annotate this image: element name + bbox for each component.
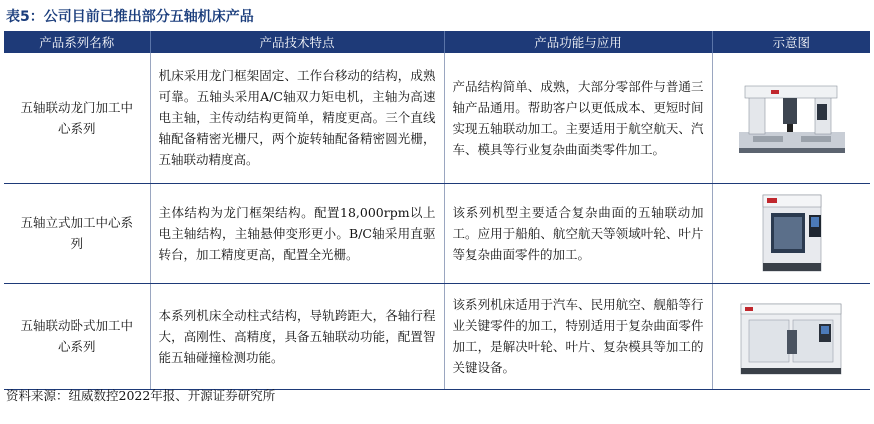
- header-app: 产品功能与应用: [444, 31, 712, 53]
- product-table: [4, 31, 870, 390]
- source-note: 资料来源：纽威数控2022年报、开源证券研究所: [6, 388, 276, 403]
- gantry-machine-illustration: [731, 74, 851, 162]
- table-header-row: [4, 31, 870, 53]
- row-image: [712, 283, 870, 389]
- row-app: 该系列机型主要适合复杂曲面的五轴联动加工。应用于船舶、航空航天等领域叶轮、叶片等复杂曲面零件的加工。: [444, 183, 712, 283]
- row-app: 产品结构简单、成熟，大部分零部件与普通三轴产品通用。帮助客户以更低成本、更短时间实现五轴联动加工。主要适用于航空航天、汽车、模具等行业复杂曲面类零件加工。: [444, 53, 712, 183]
- row-image: [712, 53, 870, 183]
- row-app: 该系列机床适用于汽车、民用航空、舰船等行业关键零件的加工，特别适用于复杂曲面零件加工，是解决叶轮、叶片、复杂模具等加工的关键设备。: [444, 283, 712, 389]
- row-name: 五轴联动卧式加工中心系列: [4, 283, 150, 389]
- row-tech: 机床采用龙门框架固定、工作台移动的结构，成熟可靠。五轴头采用A/C轴双力矩电机，主轴为高速电主轴，主传动结构更简单，精度更高。三个直线轴配备精密光栅尺，两个旋转轴配备精密圆光栅，五轴联动精度高。: [150, 53, 444, 183]
- table-row: [4, 53, 870, 183]
- table-row: [4, 183, 870, 283]
- vertical-machine-illustration: [741, 189, 841, 277]
- row-name: 五轴立式加工中心系列: [4, 183, 150, 283]
- table-title: 表5：公司目前已推出部分五轴机床产品: [6, 9, 254, 25]
- row-image: [712, 183, 870, 283]
- header-name: 产品系列名称: [4, 31, 150, 53]
- header-img: 示意图: [712, 31, 870, 53]
- table-row: [4, 283, 870, 389]
- row-tech: 主体结构为龙门框架结构。配置18,000rpm以上电主轴结构，主轴悬伸变形更小。B/C轴采用直驱转台，加工精度更高，配置全光栅。: [150, 183, 444, 283]
- horizontal-machine-illustration: [731, 290, 851, 382]
- row-name: 五轴联动龙门加工中心系列: [4, 53, 150, 183]
- header-tech: 产品技术特点: [150, 31, 444, 53]
- row-tech: 本系列机床全动柱式结构，导轨跨距大，各轴行程大，高刚性、高精度，具备五轴联动功能，配置智能五轴碰撞检测功能。: [150, 283, 444, 389]
